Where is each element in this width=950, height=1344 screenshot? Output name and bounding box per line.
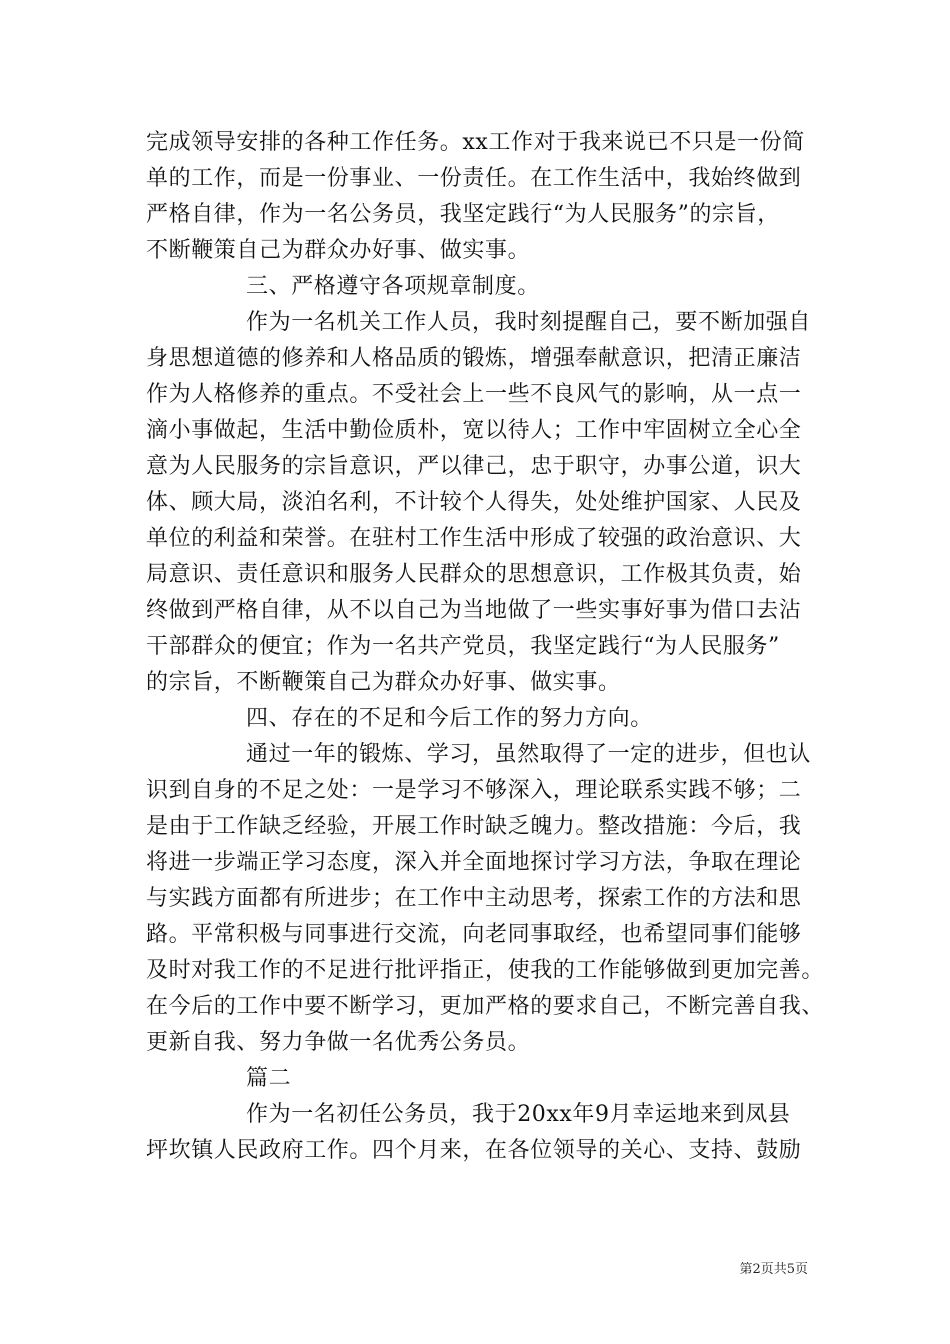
text-line: 识到自身的不足之处：一是学习不够深入，理论联系实践不够；二 — [146, 778, 802, 803]
text-line: 完成领导安排的各种工作任务。xx工作对于我来说已不只是一份简 — [146, 130, 805, 155]
text-line: 滴小事做起，生活中勤俭质朴，宽以待人；工作中牢固树立全心全 — [146, 418, 802, 443]
text-line: 更新自我、努力争做一名优秀公务员。 — [146, 1030, 531, 1055]
text-line: 是由于工作缺乏经验，开展工作时缺乏魄力。整改措施：今后，我 — [146, 814, 802, 839]
text-line: 的宗旨，不断鞭策自己为群众办好事、做实事。 — [146, 670, 621, 695]
part-heading: 篇二 — [246, 1066, 292, 1091]
text-line: 局意识、责任意识和服务人民群众的思想意识，工作极其负责，始 — [146, 562, 802, 587]
text-line: 与实践方面都有所进步；在工作中主动思考，探索工作的方法和思 — [146, 886, 802, 911]
text-line: 路。平常积极与同事进行交流，向老同事取经，也希望同事们能够 — [146, 922, 802, 947]
section-heading: 四、存在的不足和今后工作的努力方向。 — [246, 706, 653, 731]
section-heading: 三、严格遵守各项规章制度。 — [246, 274, 540, 299]
text-line: 将进一步端正学习态度，深入并全面地探讨学习方法，争取在理论 — [146, 850, 802, 875]
paragraph-first-line: 通过一年的锻炼、学习，虽然取得了一定的进步，但也认 — [246, 742, 812, 767]
paragraph-first-line: 作为一名机关工作人员，我时刻提醒自己，要不断加强自 — [246, 310, 812, 335]
text-line: 单的工作，而是一份事业、一份责任。在工作生活中，我始终做到 — [146, 166, 802, 191]
text-line: 作为人格修养的重点。不受社会上一些不良风气的影响，从一点一 — [146, 382, 802, 407]
text-line: 身思想道德的修养和人格品质的锻炼，增强奉献意识，把清正廉洁 — [146, 346, 802, 371]
text-line: 在今后的工作中要不断学习，更加严格的要求自己，不断完善自我、 — [146, 994, 825, 1019]
text-line: 单位的利益和荣誉。在驻村工作生活中形成了较强的政治意识、大 — [146, 526, 802, 551]
text-line: 不断鞭策自己为群众办好事、做实事。 — [146, 238, 531, 263]
text-line: 坪坎镇人民政府工作。四个月来，在各位领导的关心、支持、鼓励 — [146, 1138, 802, 1163]
text-line: 干部群众的便宜；作为一名共产党员，我坚定践行“为人民服务” — [146, 634, 780, 659]
text-line: 体、顾大局，淡泊名利，不计较个人得失，处处维护国家、人民及 — [146, 490, 802, 515]
paragraph-first-line: 作为一名初任公务员，我于20xx年9月幸运地来到凤县 — [246, 1102, 791, 1127]
text-line: 严格自律，作为一名公务员，我坚定践行“为人民服务”的宗旨， — [146, 202, 780, 227]
text-line: 终做到严格自律，从不以自己为当地做了一些实事好事为借口去沾 — [146, 598, 802, 623]
page-number-footer: 第2页共5页 — [739, 1262, 808, 1277]
text-line: 意为人民服务的宗旨意识，严以律己，忠于职守，办事公道，识大 — [146, 454, 802, 479]
text-line: 及时对我工作的不足进行批评指正，使我的工作能够做到更加完善。 — [146, 958, 825, 983]
